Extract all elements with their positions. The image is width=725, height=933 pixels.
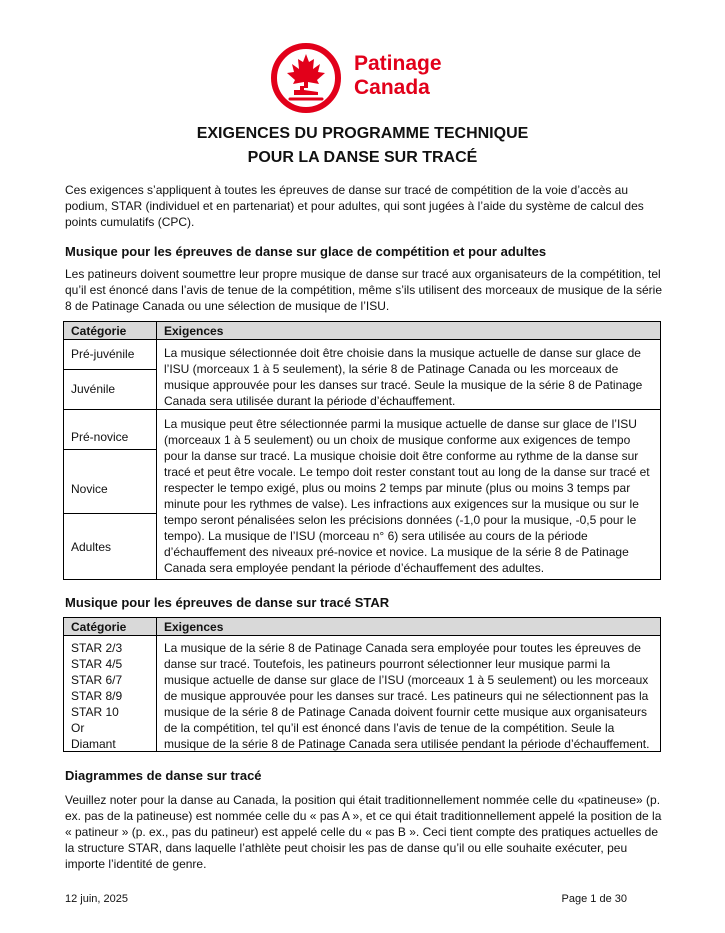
document-title — [0, 122, 725, 170]
diagrams-paragraph: Veuillez noter pour la danse au Canada, la position qui était traditionnellement nommée celle du «patineuse» (p. ex. pas de la patineuse) est nommée celle du « pas A », et ce qui était traditionnellement appelé la position de la « patineur » (p. ex., pas du patineur) est appelé celle du « pas B ». Ceci tient compte des pratiques actuelles de la structure STAR, dans laquelle l’athlète peut choisir les pas de danse qu’il ou elle souhaite exécuter, peu importe l’identité de genre. — [65, 793, 662, 871]
brand-line-1: Patinage — [354, 52, 442, 75]
category-cell: Juvénile — [71, 382, 116, 396]
competition-music-paragraph: Les patineurs doivent soumettre leur propre musique de danse sur tracé aux organisateurs de la compétition, tel qu’il est énoncé dans l’avis de tenue de la compétition, même s’ils utilisent des morceaux de musique de la série 8 de Patinage Canada ou une sélection de musique de l’ISU. — [65, 267, 662, 313]
requirement-cell: La musique sélectionnée doit être choisie dans la musique actuelle de danse sur glace de l’ISU (morceaux 1 à 5 seulement), la série 8 de Patinage Canada ou les morceaux de musique approuvée pour les danses sur tracé. Seule la musique de la série 8 de Patinage Canada sera utilisée durant la période d’échauffement. — [164, 346, 643, 408]
maple-leaf-skate-logo-icon — [270, 42, 342, 114]
intro-paragraph: Ces exigences s’appliquent à toutes les épreuves de danse sur tracé de compétition de la voie d’accès au podium, STAR (individuel et en partenariat) et pour adultes, qui sont jugées à l’aide du système de calcul des points cumulatifs (CPC). — [65, 183, 644, 229]
star-category-list — [71, 640, 122, 752]
row-divider — [64, 369, 156, 370]
row-divider — [64, 513, 156, 514]
row-divider — [156, 409, 661, 410]
category-cell: Or — [71, 721, 85, 735]
section-heading-star-music: Musique pour les épreuves de danse sur tracé STAR — [65, 595, 390, 610]
patinage-canada-logo — [270, 42, 470, 112]
column-divider — [156, 618, 157, 751]
brand-line-2: Canada — [354, 76, 430, 99]
footer-date: 12 juin, 2025 — [65, 893, 128, 905]
category-cell: STAR 10 — [71, 705, 119, 719]
category-cell: STAR 2/3 — [71, 641, 123, 655]
title-line-1: EXIGENCES DU PROGRAMME TECHNIQUE — [196, 125, 529, 142]
brand-wordmark — [354, 52, 442, 100]
star-music-table — [63, 617, 661, 752]
competition-music-table — [63, 321, 661, 580]
header-requirements: Exigences — [164, 324, 224, 338]
row-divider — [64, 449, 156, 450]
footer-page-number: Page 1 de 30 — [561, 893, 627, 905]
category-cell: STAR 4/5 — [71, 657, 123, 671]
category-cell: Pré-novice — [71, 430, 129, 444]
category-cell: Diamant — [71, 737, 116, 751]
table-header-row — [64, 618, 660, 636]
section-heading-diagrams: Diagrammes de danse sur tracé — [65, 768, 262, 783]
table-header-row — [64, 322, 660, 340]
row-divider — [64, 409, 156, 410]
requirement-cell: La musique peut être sélectionnée parmi la musique actuelle de danse sur glace de l’ISU (morceaux 1 à 5 seulement) ou un choix de musique conforme aux exigences de tempo pour la danse sur tracé. La musique choisie doit être conforme au rythme de la danse sur tracé et peut être vocale. Le tempo doit rester constant tout au long de la danse sur tracé et respecter le tempo exigé, plus ou moins 2 temps par minute (plus ou moins 3 temps par minute pour les rythmes de valse). Les infractions aux exigences sur la musique ou sur le tempo seront pénalisées selon les précisions données (-1,0 pour la musique, -0,5 pour le tempo). La musique de l’ISU (morceau n° 6) sera utilisée au cours de la période d’échauffement des niveaux pré-novice et novice. La musique de la série 8 de Patinage Canada sera employée pendant la période d’échauffement des adultes. — [164, 417, 650, 575]
column-divider — [156, 322, 157, 579]
category-cell: Pré-juvénile — [71, 347, 135, 361]
header-category: Catégorie — [71, 620, 127, 634]
requirement-cell: La musique de la série 8 de Patinage Canada sera employée pour toutes les épreuves de danse sur tracé. Toutefois, les patineurs pourront sélectionner leur musique parmi la musique actuelle de danse sur glace de l’ISU (morceaux 1 à 5 seulement) ou les morceaux de musique approuvée pour les danses sur tracé. Les patineurs qui ne sélectionnent pas la musique de la série 8 de Patinage Canada doivent fournir cette musique aux organisateurs de la compétition, tel qu’il est énoncé dans l’avis de tenue de la compétition. Seule la musique de la série 8 de Patinage Canada sera utilisée pendant la période d’échauffement. — [164, 641, 650, 751]
section-heading-competition-music: Musique pour les épreuves de danse sur glace de compétition et pour adultes — [65, 244, 547, 259]
title-line-2: POUR LA DANSE SUR TRACÉ — [247, 149, 478, 166]
category-cell: Adultes — [71, 540, 112, 554]
header-category: Catégorie — [71, 324, 127, 338]
category-cell: Novice — [71, 482, 108, 496]
category-cell: STAR 6/7 — [71, 673, 123, 687]
header-requirements: Exigences — [164, 620, 224, 634]
category-cell: STAR 8/9 — [71, 689, 123, 703]
